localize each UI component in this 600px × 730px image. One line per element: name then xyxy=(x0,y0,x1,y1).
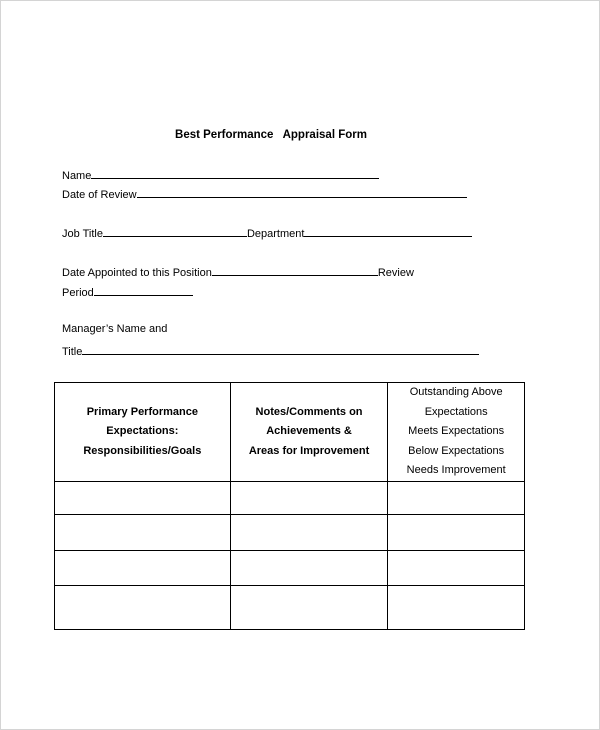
rating-line: Needs Improvement xyxy=(406,464,506,476)
period-label: Period xyxy=(62,287,94,299)
job-title-field[interactable] xyxy=(103,225,247,237)
appraisal-table xyxy=(54,382,525,630)
table-cell[interactable] xyxy=(55,481,231,514)
date-appointed-field[interactable] xyxy=(212,264,378,276)
job-title-label: Job Title xyxy=(62,228,103,240)
table-cell[interactable] xyxy=(230,585,388,629)
rating-line: Below Expectations xyxy=(408,444,505,457)
name-row xyxy=(62,167,379,182)
table-header-row xyxy=(55,383,525,482)
table-row xyxy=(55,585,525,629)
period-row xyxy=(62,284,193,299)
header-line: Primary Performance xyxy=(86,405,198,418)
rating-line: Expectations xyxy=(424,405,488,418)
review-label: Review xyxy=(377,267,414,279)
department-field[interactable] xyxy=(304,225,472,237)
header-primary-performance xyxy=(55,383,231,482)
date-of-review-row xyxy=(62,186,467,201)
date-of-review-field[interactable] xyxy=(137,186,467,198)
table-cell[interactable] xyxy=(388,585,525,629)
manager-row xyxy=(62,323,167,335)
header-line: Expectations: xyxy=(106,425,179,437)
header-line: Responsibilities/Goals xyxy=(83,444,202,457)
table-cell[interactable] xyxy=(388,514,525,550)
title-label: Title xyxy=(62,346,83,358)
form-title: Best Performance Appraisal Form xyxy=(175,129,367,141)
title-field[interactable] xyxy=(82,343,479,355)
department-label: Department xyxy=(246,228,305,240)
table-cell[interactable] xyxy=(230,481,388,514)
job-title-row xyxy=(62,225,472,240)
table-cell[interactable] xyxy=(230,514,388,550)
date-appointed-label: Date Appointed to this Position xyxy=(62,267,212,279)
period-field[interactable] xyxy=(94,284,193,296)
table-row xyxy=(55,514,525,550)
date-of-review-label: Date of Review xyxy=(62,189,137,201)
manager-label: Manager’s Name and xyxy=(62,323,168,335)
table-cell[interactable] xyxy=(388,481,525,514)
header-line: Achievements & xyxy=(266,425,352,437)
table-cell[interactable] xyxy=(55,514,231,550)
table-cell[interactable] xyxy=(55,585,231,629)
table-cell[interactable] xyxy=(388,550,525,585)
title-row xyxy=(62,343,479,358)
table-cell[interactable] xyxy=(55,550,231,585)
table-row xyxy=(55,550,525,585)
header-line: Notes/Comments on xyxy=(255,405,363,418)
header-notes-comments xyxy=(230,383,388,482)
table-cell[interactable] xyxy=(230,550,388,585)
name-label: Name xyxy=(62,170,92,182)
name-field[interactable] xyxy=(91,167,379,179)
table-row xyxy=(55,481,525,514)
header-rating-scale xyxy=(388,383,525,482)
rating-line: Outstanding Above xyxy=(409,386,503,398)
date-appointed-row xyxy=(62,264,414,279)
header-line: Areas for Improvement xyxy=(248,444,370,457)
rating-line: Meets Expectations xyxy=(408,425,505,437)
